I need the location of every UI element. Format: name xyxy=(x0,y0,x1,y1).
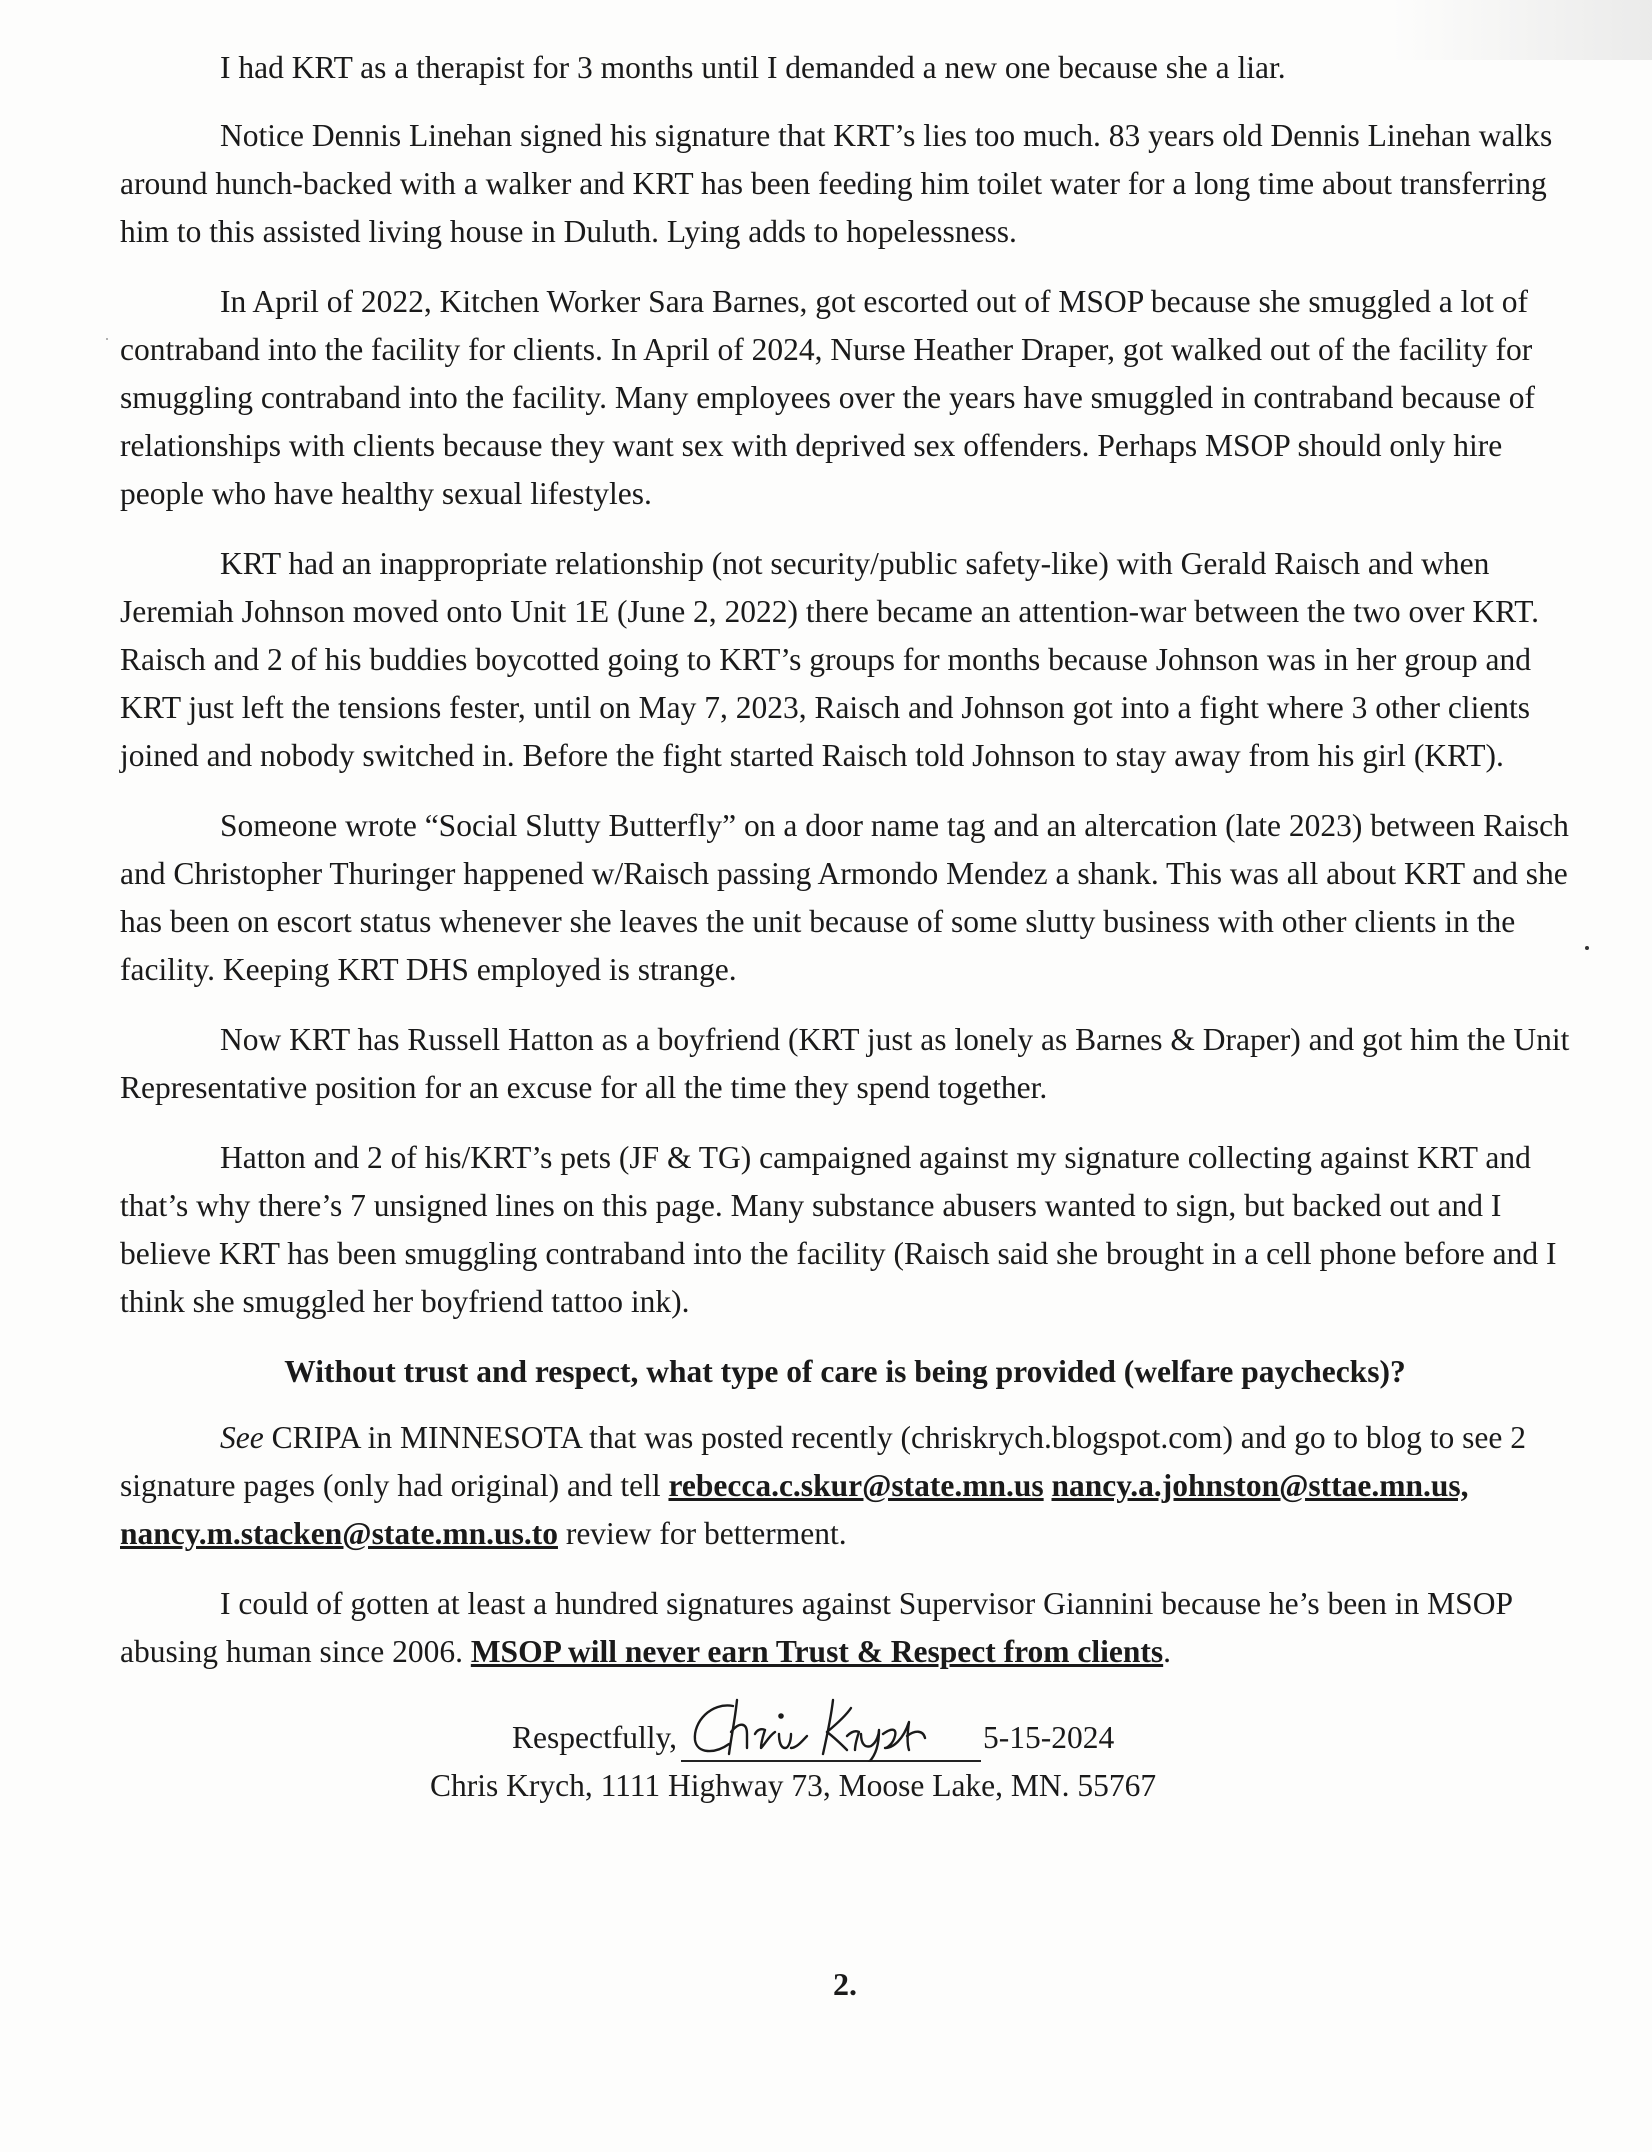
paragraph-hatton: Now KRT has Russell Hatton as a boyfriend (KRT just as lonely as Barnes & Draper) and got him the Unit Representative position for an excuse for all the time they spend together. xyxy=(120,1022,1570,1105)
paragraph-cripa xyxy=(120,1414,1570,1558)
msop-trust-statement: MSOP will never earn Trust & Respect from clients xyxy=(470,1634,1164,1669)
scan-speck xyxy=(106,338,108,340)
signature-date: 5-15-2024 xyxy=(983,1720,1115,1755)
page-number: 2. xyxy=(833,1966,857,2002)
paragraph-raisch-johnson: KRT had an inappropriate relationship (not security/public safety-like) with Gerald Raisch and when Jeremiah Johnson moved onto Unit 1E (June 2, 2022) there became an attention-war between the two over KRT. Raisch and 2 of his buddies boycotted going to KRT’s groups for months because Johnson was in her group and KRT just left the tensions fester, until on May 7, 2023, Raisch and Johnson got into a fight where 3 other clients joined and nobody switched in. Before the fight started Raisch told Johnson to stay away from his girl (KRT). xyxy=(120,546,1539,773)
sender-address: Chris Krych, 1111 Highway 73, Moose Lake, MN. 55767 xyxy=(430,1768,1157,1803)
paragraph-contraband: In April of 2022, Kitchen Worker Sara Barnes, got escorted out of MSOP because she smuggled a lot of contraband into the facility for clients. In April of 2024, Nurse Heather Draper, got walked out of the facility for smuggling contraband into the facility. Many employees over the years have smuggled in contraband because of relationships with clients because they want sex with deprived sex offenders. Perhaps MSOP should only hire people who have healthy sexual lifestyles. xyxy=(120,284,1536,511)
cripa-text: CRIPA in MINNESOTA that was posted recently (chriskrych.blogspot.com) and go to blog to see 2 signature pages (only had original) and tell xyxy=(120,1420,1527,1503)
email-nancy-stacken: nancy.m.stacken@state.mn.us.to xyxy=(120,1516,558,1551)
giannini-end: . xyxy=(1163,1634,1172,1669)
email-nancy-johnston: nancy.a.johnston@sttae.mn.us, xyxy=(1051,1468,1469,1503)
paragraph-therapist: I had KRT as a therapist for 3 months until I demanded a new one because she a liar. xyxy=(220,50,1286,85)
signature-line xyxy=(512,1712,1114,1762)
giannini-text: I could of gotten at least a hundred signatures against Supervisor Giannini because he’s been in MSOP abusing human since 2006. xyxy=(120,1586,1512,1669)
paragraph-altercation: Someone wrote “Social Slutty Butterfly” on a door name tag and an altercation (late 2023) between Raisch and Christopher Thuringer happened w/Raisch passing Armondo Mendez a shank. This was all about KRT and she has been on escort status whenever she leaves the unit because of some slutty business with other clients in the facility. Keeping KRT DHS employed is strange. xyxy=(120,808,1569,987)
respectfully-text: Respectfully, xyxy=(512,1720,678,1755)
handwritten-signature xyxy=(681,1712,981,1762)
scan-speck xyxy=(1585,946,1589,950)
bold-question-heading: Without trust and respect, what type of care is being provided (welfare paychecks)? xyxy=(284,1354,1406,1389)
see-italic: See xyxy=(220,1420,264,1455)
review-text: review for betterment. xyxy=(557,1516,847,1551)
signature-block xyxy=(120,1698,1570,1838)
paragraph-giannini xyxy=(120,1580,1570,1676)
paragraph-signatures: Hatton and 2 of his/KRT’s pets (JF & TG) campaigned against my signature collecting against KRT and that’s why there’s 7 unsigned lines on this page. Many substance abusers wanted to sign, but backed out and I believe KRT has been smuggling contraband into the facility (Raisch said she brought in a cell phone before and I think she smuggled her boyfriend tattoo ink). xyxy=(120,1140,1557,1319)
paragraph-linehan: Notice Dennis Linehan signed his signature that KRT’s lies too much. 83 years old Dennis Linehan walks around hunch-backed with a walker and KRT has been feeding him toilet water for a long time about transferring him to this assisted living house in Duluth. Lying adds to hopelessness. xyxy=(120,118,1553,249)
signature-icon xyxy=(681,1692,981,1762)
letter-page xyxy=(120,44,1570,1838)
email-rebecca: rebecca.c.skur@state.mn.us xyxy=(668,1468,1044,1503)
